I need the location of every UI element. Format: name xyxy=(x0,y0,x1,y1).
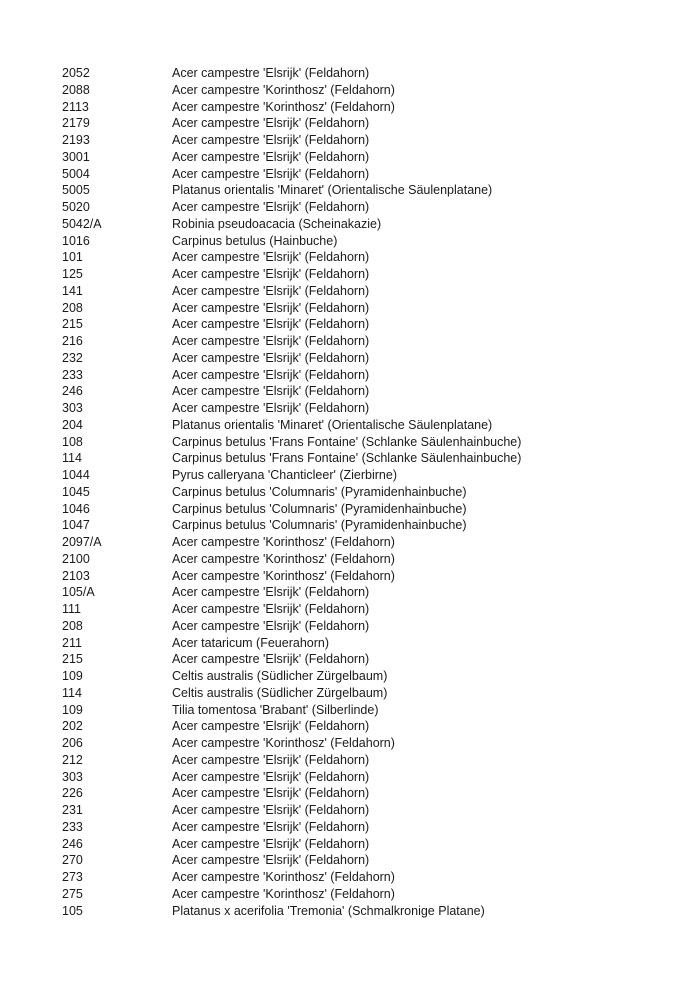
tree-id: 233 xyxy=(62,367,83,382)
list-item xyxy=(0,903,700,920)
tree-id: 2100 xyxy=(62,551,90,566)
list-item xyxy=(0,517,700,534)
tree-id: 231 xyxy=(62,803,83,817)
list-item xyxy=(0,115,700,132)
list-item xyxy=(0,568,700,585)
list-item xyxy=(0,668,700,685)
tree-id: 216 xyxy=(62,334,83,348)
tree-id: 109 xyxy=(62,702,83,717)
tree-species: Acer campestre 'Elsrijk' (Feldahorn) xyxy=(172,719,370,734)
list-item xyxy=(0,283,700,300)
list-item xyxy=(0,869,700,886)
list-item xyxy=(0,300,700,317)
tree-id: 5005 xyxy=(62,183,90,198)
tree-species: Carpinus betulus 'Columnaris' (Pyramidenhainbuche) xyxy=(172,501,467,516)
tree-id: 5004 xyxy=(62,166,90,181)
tree-id: 105 xyxy=(62,903,83,918)
list-item xyxy=(0,249,700,266)
tree-species: Acer campestre 'Elsrijk' (Feldahorn) xyxy=(172,300,370,315)
tree-id: 141 xyxy=(62,283,83,298)
list-item xyxy=(0,584,700,601)
tree-species: Acer campestre 'Korinthosz' (Feldahorn) xyxy=(172,736,395,750)
tree-species: Acer campestre 'Elsrijk' (Feldahorn) xyxy=(172,752,370,767)
tree-id: 208 xyxy=(62,300,83,315)
list-item xyxy=(0,65,700,82)
tree-species: Carpinus betulus 'Frans Fontaine' (Schlanke Säulenhainbuche) xyxy=(172,434,522,449)
list-item xyxy=(0,166,700,183)
tree-species: Acer campestre 'Korinthosz' (Feldahorn) xyxy=(172,568,395,583)
tree-id: 2193 xyxy=(62,133,90,147)
tree-id: 233 xyxy=(62,819,83,834)
list-item xyxy=(0,199,700,216)
tree-id: 5042/A xyxy=(62,216,102,231)
tree-species: Carpinus betulus (Hainbuche) xyxy=(172,233,338,248)
list-item xyxy=(0,367,700,384)
tree-species: Celtis australis (Südlicher Zürgelbaum) xyxy=(172,669,388,683)
list-item xyxy=(0,233,700,250)
tree-species: Acer campestre 'Elsrijk' (Feldahorn) xyxy=(172,166,370,181)
tree-species: Acer campestre 'Elsrijk' (Feldahorn) xyxy=(172,367,370,382)
tree-species: Acer campestre 'Elsrijk' (Feldahorn) xyxy=(172,283,370,298)
list-item xyxy=(0,182,700,199)
tree-id: 232 xyxy=(62,350,83,365)
tree-species: Acer campestre 'Elsrijk' (Feldahorn) xyxy=(172,819,370,834)
list-item xyxy=(0,266,700,283)
list-item xyxy=(0,785,700,802)
tree-id: 2052 xyxy=(62,66,90,80)
list-item xyxy=(0,718,700,735)
tree-id: 303 xyxy=(62,769,83,784)
list-item xyxy=(0,216,700,233)
tree-species: Acer campestre 'Elsrijk' (Feldahorn) xyxy=(172,836,370,851)
tree-species: Acer tataricum (Feuerahorn) xyxy=(172,635,330,650)
tree-species: Acer campestre 'Elsrijk' (Feldahorn) xyxy=(172,769,370,784)
tree-id: 2103 xyxy=(62,568,90,583)
list-item xyxy=(0,551,700,568)
tree-species: Celtis australis (Südlicher Zürgelbaum) xyxy=(172,685,388,700)
list-item xyxy=(0,852,700,869)
tree-species: Acer campestre 'Elsrijk' (Feldahorn) xyxy=(172,618,370,633)
tree-id: 206 xyxy=(62,736,83,750)
tree-species: Pyrus calleryana 'Chanticleer' (Zierbirne) xyxy=(172,468,397,482)
tree-species: Acer campestre 'Elsrijk' (Feldahorn) xyxy=(172,116,370,131)
tree-species: Acer campestre 'Korinthosz' (Feldahorn) xyxy=(172,551,395,566)
tree-id: 1045 xyxy=(62,484,90,499)
tree-species: Acer campestre 'Elsrijk' (Feldahorn) xyxy=(172,200,370,214)
tree-species: Acer campestre 'Elsrijk' (Feldahorn) xyxy=(172,317,370,332)
list-item xyxy=(0,702,700,719)
tree-species: Acer campestre 'Korinthosz' (Feldahorn) xyxy=(172,886,395,901)
list-item xyxy=(0,350,700,367)
tree-id: 202 xyxy=(62,719,83,734)
tree-species: Acer campestre 'Elsrijk' (Feldahorn) xyxy=(172,652,370,667)
tree-species: Acer campestre 'Elsrijk' (Feldahorn) xyxy=(172,585,370,600)
tree-id: 1044 xyxy=(62,468,90,482)
list-item xyxy=(0,434,700,451)
list-item xyxy=(0,467,700,484)
tree-id: 108 xyxy=(62,434,83,449)
tree-id: 3001 xyxy=(62,149,90,164)
list-item xyxy=(0,534,700,551)
tree-species: Carpinus betulus 'Frans Fontaine' (Schlanke Säulenhainbuche) xyxy=(172,451,522,466)
list-item xyxy=(0,635,700,652)
tree-species: Robinia pseudoacacia (Scheinakazie) xyxy=(172,216,382,231)
list-item xyxy=(0,601,700,618)
tree-species: Acer campestre 'Korinthosz' (Feldahorn) xyxy=(172,99,395,114)
tree-species: Acer campestre 'Elsrijk' (Feldahorn) xyxy=(172,602,370,616)
tree-species: Acer campestre 'Elsrijk' (Feldahorn) xyxy=(172,786,370,801)
tree-id: 226 xyxy=(62,786,83,801)
list-item xyxy=(0,819,700,836)
list-item xyxy=(0,735,700,752)
tree-species: Acer campestre 'Korinthosz' (Feldahorn) xyxy=(172,82,395,97)
tree-species: Acer campestre 'Elsrijk' (Feldahorn) xyxy=(172,66,370,80)
list-item xyxy=(0,484,700,501)
tree-id: 211 xyxy=(62,635,82,650)
list-item xyxy=(0,450,700,467)
tree-id: 1016 xyxy=(62,233,90,248)
list-item xyxy=(0,333,700,350)
tree-species: Platanus orientalis 'Minaret' (Orientalische Säulenplatane) xyxy=(172,417,493,432)
tree-id: 273 xyxy=(62,870,83,884)
tree-id: 204 xyxy=(62,417,83,432)
tree-species: Carpinus betulus 'Columnaris' (Pyramidenhainbuche) xyxy=(172,484,467,499)
tree-id: 2113 xyxy=(62,99,89,114)
tree-species: Carpinus betulus 'Columnaris' (Pyramidenhainbuche) xyxy=(172,518,467,533)
tree-id: 1047 xyxy=(62,518,90,533)
list-item xyxy=(0,383,700,400)
tree-species: Acer campestre 'Elsrijk' (Feldahorn) xyxy=(172,149,370,164)
list-item xyxy=(0,836,700,853)
tree-species: Acer campestre 'Elsrijk' (Feldahorn) xyxy=(172,803,370,817)
tree-species: Acer campestre 'Elsrijk' (Feldahorn) xyxy=(172,250,370,265)
tree-id: 215 xyxy=(62,652,83,667)
tree-species: Acer campestre 'Elsrijk' (Feldahorn) xyxy=(172,133,370,147)
list-item xyxy=(0,316,700,333)
tree-id: 2097/A xyxy=(62,535,102,549)
tree-id: 114 xyxy=(62,685,82,700)
tree-species: Acer campestre 'Elsrijk' (Feldahorn) xyxy=(172,384,370,399)
tree-id: 1046 xyxy=(62,501,90,516)
tree-species: Platanus x acerifolia 'Tremonia' (Schmalkronige Platane) xyxy=(172,903,485,918)
tree-id: 2179 xyxy=(62,116,90,131)
list-item xyxy=(0,82,700,99)
tree-species: Acer campestre 'Korinthosz' (Feldahorn) xyxy=(172,535,395,549)
tree-list xyxy=(0,65,700,919)
tree-id: 105/A xyxy=(62,585,95,600)
tree-id: 101 xyxy=(62,250,83,265)
tree-id: 5020 xyxy=(62,200,90,214)
tree-species: Acer campestre 'Elsrijk' (Feldahorn) xyxy=(172,267,370,281)
tree-id: 303 xyxy=(62,401,83,415)
tree-species: Acer campestre 'Korinthosz' (Feldahorn) xyxy=(172,870,395,884)
list-item xyxy=(0,501,700,518)
tree-species: Platanus orientalis 'Minaret' (Orientalische Säulenplatane) xyxy=(172,183,493,198)
list-item xyxy=(0,149,700,166)
tree-id: 215 xyxy=(62,317,83,332)
tree-species: Acer campestre 'Elsrijk' (Feldahorn) xyxy=(172,334,370,348)
tree-id: 270 xyxy=(62,853,83,868)
tree-species: Tilia tomentosa 'Brabant' (Silberlinde) xyxy=(172,702,379,717)
list-item xyxy=(0,886,700,903)
list-item xyxy=(0,400,700,417)
tree-id: 125 xyxy=(62,267,83,281)
tree-id: 114 xyxy=(62,451,82,466)
list-item xyxy=(0,651,700,668)
tree-id: 275 xyxy=(62,886,83,901)
list-item xyxy=(0,99,700,116)
list-item xyxy=(0,132,700,149)
tree-id: 246 xyxy=(62,836,83,851)
list-item xyxy=(0,618,700,635)
list-item xyxy=(0,802,700,819)
tree-id: 212 xyxy=(62,752,83,767)
tree-species: Acer campestre 'Elsrijk' (Feldahorn) xyxy=(172,350,370,365)
tree-id: 2088 xyxy=(62,82,90,97)
tree-id: 208 xyxy=(62,618,83,633)
list-item xyxy=(0,752,700,769)
list-item xyxy=(0,685,700,702)
tree-id: 109 xyxy=(62,669,83,683)
list-item xyxy=(0,417,700,434)
tree-id: 111 xyxy=(62,602,82,616)
tree-species: Acer campestre 'Elsrijk' (Feldahorn) xyxy=(172,853,370,868)
list-item xyxy=(0,769,700,786)
tree-species: Acer campestre 'Elsrijk' (Feldahorn) xyxy=(172,401,370,415)
tree-id: 246 xyxy=(62,384,83,399)
